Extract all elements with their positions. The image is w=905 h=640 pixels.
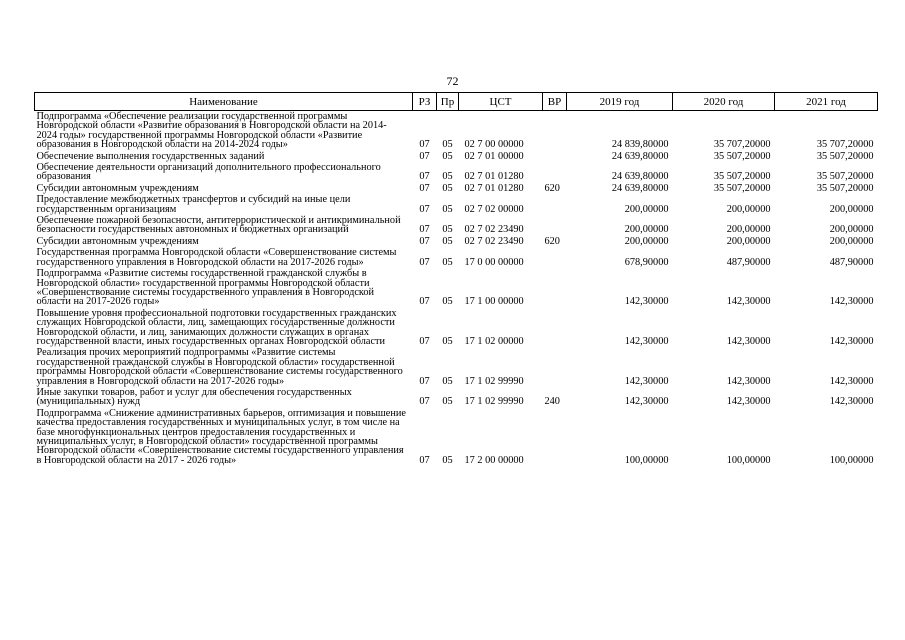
cell-name: Повышение уровня профессиональной подготовки государственных гражданских служащих Новгородской области, лиц, замещающих государственные должности Новгородской области, и лиц, занимающих должности служащих в органах государственной власти, иных государственных органах Новгородской области (36, 307, 397, 347)
table-row (35, 408, 878, 466)
cell-y2020: 100,00000 (726, 454, 771, 466)
cell-rz: 07 (419, 171, 430, 183)
cell-y2020: 200,00000 (726, 203, 771, 215)
cell-name: Иные закупки товаров, работ и услуг для обеспечения государственных (муниципальных) нужд (36, 386, 352, 408)
table-row (35, 215, 878, 236)
cell-vr (543, 151, 567, 162)
header-name: Наименование (35, 93, 413, 111)
cell-vr (543, 268, 567, 308)
cell-cst: 02 7 01 01280 (464, 182, 524, 194)
cell-y2021: 142,30000 (829, 375, 874, 387)
table-row (35, 247, 878, 268)
cell-y2019: 142,30000 (624, 375, 669, 387)
cell-name: Обеспечение деятельности организаций дополнительного профессионального образования (36, 162, 381, 183)
cell-cst: 17 0 00 00000 (464, 256, 524, 268)
cell-y2019: 200,00000 (624, 203, 669, 215)
cell-name: Предоставление межбюджетных трансфертов и субсидий на иные цели государственным организациям (36, 194, 351, 215)
table-row (35, 308, 878, 348)
cell-name: Субсидии автономным учреждениям (36, 235, 199, 247)
cell-y2019: 142,30000 (624, 396, 669, 408)
cell-cst: 02 7 02 23490 (464, 224, 524, 236)
cell-y2020: 142,30000 (726, 396, 771, 408)
cell-vr: 620 (544, 235, 560, 247)
cell-rz: 07 (419, 296, 430, 308)
cell-y2020: 142,30000 (726, 296, 771, 308)
header-2021: 2021 год (775, 93, 878, 111)
cell-y2019: 200,00000 (624, 235, 669, 247)
cell-pr: 05 (442, 139, 453, 151)
cell-y2020: 142,30000 (726, 335, 771, 347)
cell-vr (543, 347, 567, 387)
cell-rz: 07 (419, 182, 430, 194)
header-2019: 2019 год (567, 93, 673, 111)
cell-cst: 02 7 02 00000 (464, 203, 524, 215)
cell-y2021: 142,30000 (829, 335, 874, 347)
cell-y2021: 142,30000 (829, 296, 874, 308)
header-2020: 2020 год (673, 93, 775, 111)
cell-pr: 05 (442, 256, 453, 268)
cell-name: Подпрограмма «Обеспечение реализации государственной программы Новгородской области «Развитие образования в Новгородской области на 2014-2024 годы» государственной программы Новгородской области «Развитие образования в Новгородской области на 2014-2024 годы» (36, 111, 387, 151)
cell-rz: 07 (419, 203, 430, 215)
table-row (35, 111, 878, 151)
cell-pr: 05 (442, 150, 453, 162)
cell-y2019: 24 839,80000 (611, 139, 669, 151)
cell-y2021: 200,00000 (829, 203, 874, 215)
cell-y2020: 200,00000 (726, 235, 771, 247)
cell-y2020: 35 507,20000 (713, 171, 771, 183)
cell-cst: 17 1 02 99990 (464, 396, 524, 408)
cell-cst: 17 1 02 99990 (464, 375, 524, 387)
cell-name: Обеспечение выполнения государственных заданий (36, 150, 265, 162)
cell-pr: 05 (442, 182, 453, 194)
table-row (35, 194, 878, 215)
cell-rz: 07 (419, 139, 430, 151)
cell-y2019: 142,30000 (624, 335, 669, 347)
cell-y2021: 200,00000 (829, 235, 874, 247)
table-row (35, 162, 878, 183)
cell-y2019: 24 639,80000 (611, 150, 669, 162)
cell-vr (543, 408, 567, 466)
cell-vr (543, 111, 567, 151)
cell-y2019: 24 639,80000 (611, 182, 669, 194)
header-vr: ВР (543, 93, 567, 111)
cell-rz: 07 (419, 396, 430, 408)
header-pr: Пр (437, 93, 459, 111)
cell-pr: 05 (442, 454, 453, 466)
table-row (35, 347, 878, 387)
table-header-row (35, 93, 878, 111)
table-row (35, 268, 878, 308)
cell-pr: 05 (442, 171, 453, 183)
table-row (35, 387, 878, 408)
cell-rz: 07 (419, 454, 430, 466)
cell-y2019: 100,00000 (624, 454, 669, 466)
cell-cst: 02 7 02 23490 (464, 235, 524, 247)
cell-y2021: 142,30000 (829, 396, 874, 408)
cell-y2021: 487,90000 (829, 256, 874, 268)
cell-y2021: 35 507,20000 (816, 150, 874, 162)
table-row (35, 183, 878, 194)
cell-y2020: 35 707,20000 (713, 139, 771, 151)
cell-pr: 05 (442, 224, 453, 236)
cell-rz: 07 (419, 335, 430, 347)
cell-pr: 05 (442, 375, 453, 387)
cell-pr: 05 (442, 396, 453, 408)
cell-pr: 05 (442, 335, 453, 347)
cell-vr: 620 (544, 182, 560, 194)
cell-y2020: 487,90000 (726, 256, 771, 268)
cell-y2021: 200,00000 (829, 224, 874, 236)
table-row (35, 151, 878, 162)
cell-y2019: 678,90000 (624, 256, 669, 268)
cell-y2021: 100,00000 (829, 454, 874, 466)
cell-name: Реализация прочих мероприятий подпрограммы «Развитие системы государственной гражданской службы в Новгородской области» государственной программы Новгородской области «Совершенствование системы государственного управления в Новгородской области на 2017-2026 годы» (36, 347, 403, 387)
cell-rz: 07 (419, 150, 430, 162)
header-cst: ЦСТ (459, 93, 543, 111)
cell-cst: 17 1 00 00000 (464, 296, 524, 308)
cell-vr (543, 308, 567, 348)
cell-y2019: 142,30000 (624, 296, 669, 308)
cell-vr: 240 (544, 396, 560, 408)
cell-rz: 07 (419, 224, 430, 236)
cell-vr (543, 162, 567, 183)
cell-name: Подпрограмма «Развитие системы государственной гражданской службы в Новгородской области» государственной программы Новгородской области «Совершенствование системы государственного управления в Новгородской области на 2017-2026 годы» (36, 268, 375, 308)
budget-table (34, 92, 878, 466)
cell-vr (543, 215, 567, 236)
cell-vr (543, 194, 567, 215)
page-number: 72 (446, 74, 459, 88)
cell-name: Обеспечение пожарной безопасности, антитеррористической и антикриминальной безопасности государственных автономных и бюджетных организаций (36, 215, 401, 236)
cell-y2020: 142,30000 (726, 375, 771, 387)
header-rz: РЗ (413, 93, 437, 111)
cell-y2021: 35 707,20000 (816, 139, 874, 151)
cell-name: Подпрограмма «Снижение административных барьеров, оптимизация и повышение качества предоставления государственных и муниципальных услуг, в том числе на базе многофункциональных центров предоставления государственных и муниципальных услуг, в Новгородской области» государственной программы Новгородской области «Совершенствование системы государственного управления в Новгородской области на 2017 - 2026 годы» (36, 407, 406, 466)
cell-y2019: 24 639,80000 (611, 171, 669, 183)
cell-y2020: 35 507,20000 (713, 182, 771, 194)
cell-rz: 07 (419, 235, 430, 247)
cell-y2020: 35 507,20000 (713, 150, 771, 162)
cell-y2021: 35 507,20000 (816, 171, 874, 183)
cell-name: Субсидии автономным учреждениям (36, 182, 199, 194)
cell-pr: 05 (442, 203, 453, 215)
cell-cst: 02 7 01 00000 (464, 150, 524, 162)
cell-y2020: 200,00000 (726, 224, 771, 236)
cell-rz: 07 (419, 256, 430, 268)
cell-pr: 05 (442, 235, 453, 247)
cell-pr: 05 (442, 296, 453, 308)
table-row (35, 236, 878, 247)
cell-rz: 07 (419, 375, 430, 387)
cell-y2019: 200,00000 (624, 224, 669, 236)
cell-name: Государственная программа Новгородской области «Совершенствование системы государственного управления в Новгородской области на 2017-2026 годы» (36, 247, 397, 268)
cell-y2021: 35 507,20000 (816, 182, 874, 194)
cell-cst: 17 2 00 00000 (464, 454, 524, 466)
cell-cst: 02 7 01 01280 (464, 171, 524, 183)
cell-vr (543, 247, 567, 268)
cell-cst: 02 7 00 00000 (464, 139, 524, 151)
cell-cst: 17 1 02 00000 (464, 335, 524, 347)
table-body (35, 111, 878, 467)
